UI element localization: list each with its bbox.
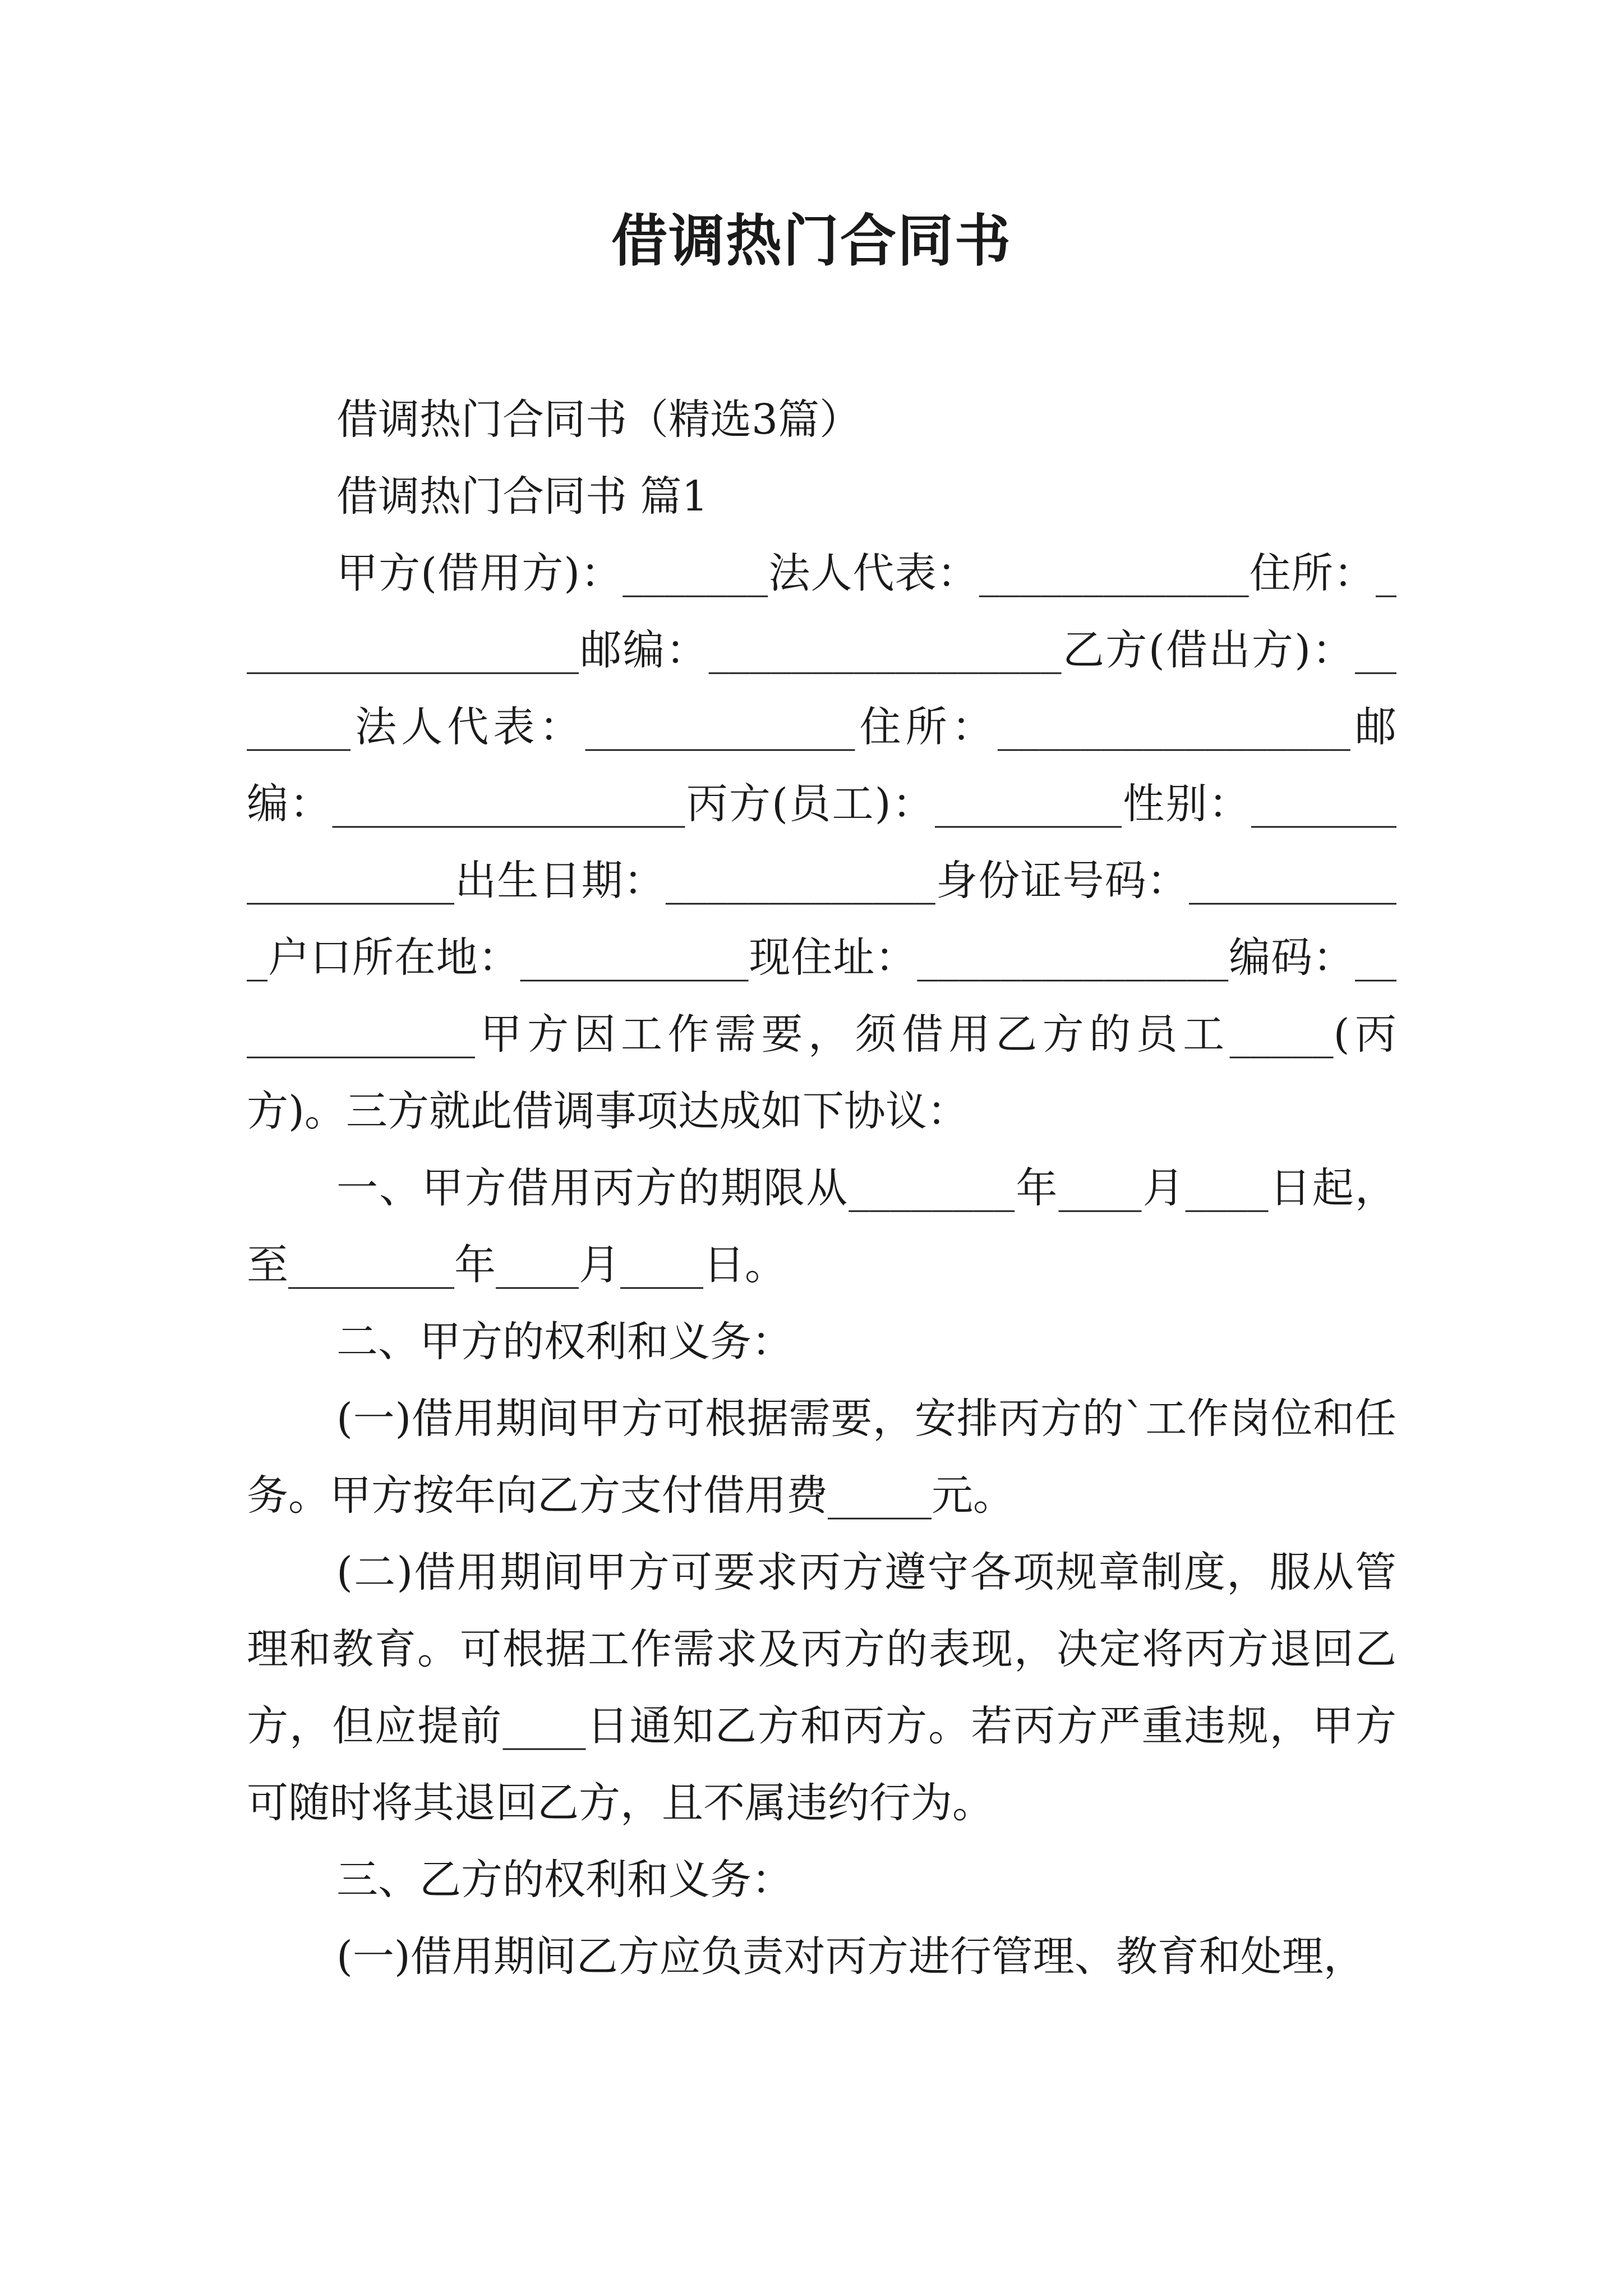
paragraph-clause-2-1: (一)借用期间甲方可根据需要，安排丙方的`工作岗位和任务。甲方按年向乙方支付借用费_____元。	[247, 1395, 1396, 1520]
paragraph-clause-2-2: (二)借用期间甲方可要求丙方遵守各项规章制度，服从管理和教育。可根据工作需求及丙方的表现，决定将丙方退回乙方，但应提前____日通知乙方和丙方。若丙方严重违规，甲方可随时将其退回乙方，且不属违约行为。	[247, 1548, 1396, 1827]
paragraph-clause-2-heading: 二、甲方的权利和义务：	[336, 1318, 793, 1366]
paragraph-part-heading: 借调热门合同书 篇1	[336, 472, 708, 521]
paragraph-parties: 甲方(借用方)：_______法人代表：_____________住所：_________________邮编：_________________乙方(借出方)：_______法人代表：_____________住所：_________________邮编：_________________丙方(员工)：_________性别：_________________出生日期：_____________身份证号码：___________户口所在地：___________现住址：_______________编码：_____________甲方因工作需要，须借用乙方的员工_____(丙方)。三方就此借调事项达成如下协议：	[247, 549, 1396, 1135]
document-body	[247, 381, 1396, 1995]
paragraph-subtitle: 借调热门合同书（精选3篇）	[336, 395, 861, 444]
paragraph-clause-3-heading: 三、乙方的权利和义务：	[336, 1856, 793, 1904]
paragraph-clause-3-1: (一)借用期间乙方应负责对丙方进行管理、教育和处理，	[336, 1932, 1365, 1981]
paragraph-clause-1: 一、甲方借用丙方的期限从________年____月____日起，至________年____月____日。	[247, 1164, 1396, 1289]
document-title: 借调热门合同书	[611, 208, 1012, 274]
